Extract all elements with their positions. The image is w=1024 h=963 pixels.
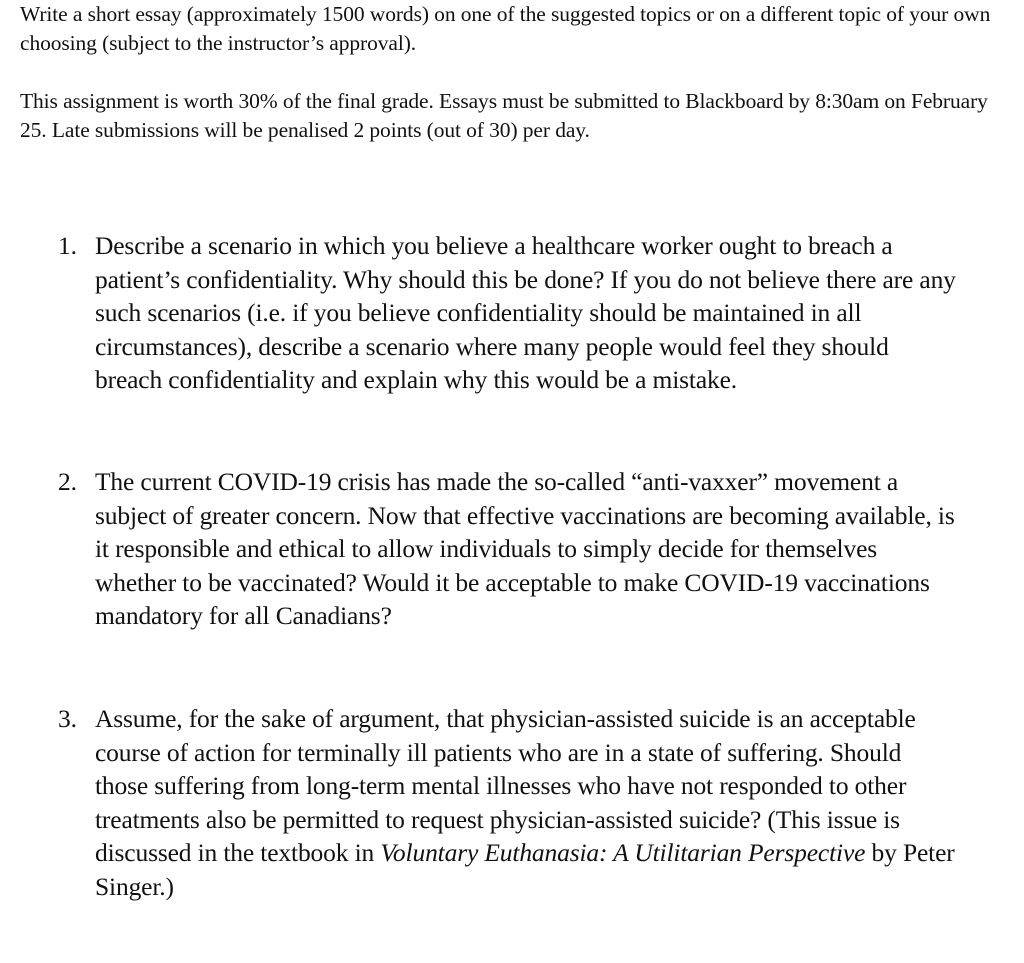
topic-item-2 xyxy=(58,465,958,633)
intro-instructions: Write a short essay (approximately 1500 words) on one of the suggested topics or on a different topic of your own choosing (subject to the instructor’s approval). xyxy=(20,2,991,55)
topic-text-after: by Peter Singer.) xyxy=(95,838,955,901)
topic-text xyxy=(95,702,958,904)
book-title: Voluntary Euthanasia: A Utilitarian Perspective xyxy=(380,838,866,868)
topic-text: Describe a scenario in which you believe a healthcare worker ought to breach a patient’s confidentiality. Why should this be done? If you do not believe there are any such scenarios (i.e. if you believe confidentiality should be maintained in all circumstances), describe a scenario where many people would feel they should breach confidentiality and explain why this would be a mistake. xyxy=(95,231,956,395)
topic-number: 1. xyxy=(58,231,77,260)
topic-text-before: Assume, for the sake of argument, that physician-assisted suicide is an acceptable course of action for terminally ill patients who are in a state of suffering. Should those suffering from long-term mental illnesses who have not responded to other treatments also be permitted to request physician-assisted suicide? (This issue is discussed in the textbook in xyxy=(95,704,916,868)
topic-number: 3. xyxy=(58,704,77,733)
topic-number: 2. xyxy=(58,467,77,496)
topic-text: The current COVID-19 crisis has made the so-called “anti-vaxxer” movement a subject of greater concern. Now that effective vaccinations are becoming available, is it responsible and ethical to allow individuals to simply decide for themselves whether to be vaccinated? Would it be acceptable to make COVID-19 vaccinations mandatory for all Canadians? xyxy=(95,467,955,631)
intro-grading-policy: This assignment is worth 30% of the final grade. Essays must be submitted to Blackboard by 8:30am on February 25. Late submissions will be penalised 2 points (out of 30) per day. xyxy=(20,89,988,142)
topic-item-3 xyxy=(58,702,958,904)
topic-item-1 xyxy=(58,229,958,397)
